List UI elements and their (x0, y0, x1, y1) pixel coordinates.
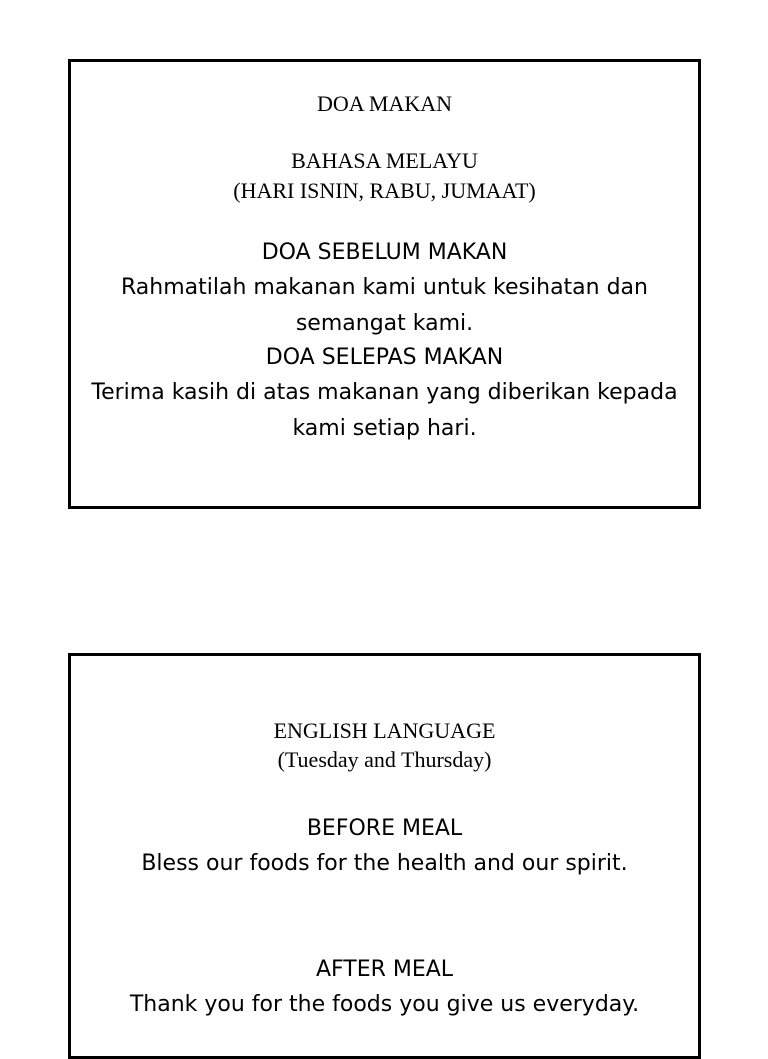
before-meal-text-line1: Rahmatilah makanan kami untuk kesihatan dan (120, 275, 648, 300)
language-label: BAHASA MELAYU (291, 148, 478, 173)
after-meal-heading: AFTER MEAL (315, 957, 454, 982)
language-label: ENGLISH LANGUAGE (273, 718, 496, 743)
before-meal-heading: DOA SEBELUM MAKAN (261, 240, 508, 265)
before-meal-heading: BEFORE MEAL (306, 816, 463, 841)
before-meal-text: Bless our foods for the health and our spirit. (141, 851, 628, 876)
english-prayer-card (68, 653, 701, 1059)
after-meal-text-line1: Terima kasih di atas makanan yang diberikan kepada (91, 380, 678, 405)
days-label: (HARI ISNIN, RABU, JUMAAT) (233, 178, 536, 203)
before-meal-text-line2: semangat kami. (295, 311, 474, 336)
days-label: (Tuesday and Thursday) (277, 747, 492, 772)
card-title: DOA MAKAN (316, 91, 453, 116)
after-meal-text-line2: kami setiap hari. (292, 416, 477, 441)
after-meal-text: Thank you for the foods you give us everyday. (129, 992, 640, 1017)
malay-prayer-card (68, 59, 701, 509)
after-meal-heading: DOA SELEPAS MAKAN (265, 345, 504, 370)
